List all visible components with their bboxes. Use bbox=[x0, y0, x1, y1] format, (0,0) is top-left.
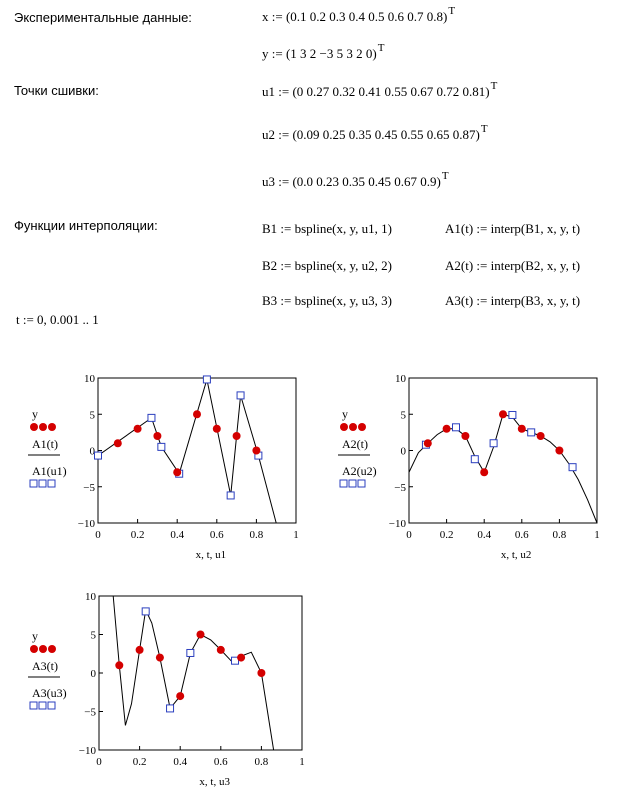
plot2-legend-square bbox=[340, 480, 347, 487]
plot1-ytick-label: 0 bbox=[89, 445, 95, 458]
plot3-data-point bbox=[156, 654, 164, 662]
plot3-xtick-label: 0.2 bbox=[132, 756, 147, 768]
plot3-legend-square bbox=[30, 702, 37, 709]
plot3-legend-curve: A3(t) bbox=[32, 659, 58, 673]
plot3-xtick-label: 0 bbox=[96, 756, 102, 768]
plot3-data-point bbox=[217, 646, 225, 654]
a3-formula[interactable]: A3(t) := interp(B3, x, y, t) bbox=[445, 293, 581, 308]
plot1-legend-square bbox=[48, 480, 55, 487]
plot2-ytick-label: −10 bbox=[388, 518, 406, 530]
plot2-data-point bbox=[555, 447, 563, 455]
plot3-xtick-label: 0.6 bbox=[213, 756, 228, 768]
plot2-data-point bbox=[499, 410, 507, 418]
plot3-ytick-label: 0 bbox=[90, 668, 96, 680]
plot1-knot-point bbox=[158, 443, 165, 450]
plot1-group bbox=[28, 373, 299, 561]
transpose-mark-y: T bbox=[377, 42, 385, 54]
plot2-legend-square bbox=[358, 480, 365, 487]
plot2-xtick-label: 0 bbox=[406, 529, 412, 541]
plot3-data-point bbox=[176, 692, 184, 700]
plot1-xtick-label: 0.6 bbox=[209, 529, 224, 541]
plot2-legend-curve: A2(t) bbox=[342, 437, 368, 451]
plot2-data-point bbox=[518, 425, 526, 433]
plot1-data-point bbox=[173, 468, 181, 476]
plot2-xtick-label: 0.4 bbox=[477, 529, 492, 541]
plot1-data-point bbox=[213, 425, 221, 433]
plot1-ytick-label: 5 bbox=[89, 409, 95, 422]
a2-formula[interactable]: A2(t) := interp(B2, x, y, t) bbox=[445, 258, 581, 273]
plot1-legend-dot bbox=[39, 423, 47, 431]
plot2-legend-dot bbox=[340, 423, 348, 431]
plot3-legend-dot bbox=[39, 645, 47, 653]
plot1-data-point bbox=[193, 410, 201, 418]
plot2-legend-dot bbox=[358, 423, 366, 431]
functions-label: Функции интерполяции: bbox=[14, 218, 158, 233]
plot3-knot-point bbox=[187, 649, 194, 656]
plot1-xtick-label: 0.8 bbox=[249, 529, 264, 541]
plot2-data-point bbox=[443, 425, 451, 433]
plot3-ytick-label: 5 bbox=[90, 629, 96, 642]
u1-vector-text: u1 := (0 0.27 0.32 0.41 0.55 0.67 0.72 0.81) bbox=[262, 84, 490, 99]
plot1-data-point bbox=[233, 432, 241, 440]
plot3-data-point bbox=[115, 661, 123, 669]
plot3-legend-knots: A3(u3) bbox=[32, 686, 67, 700]
plot3-group bbox=[28, 591, 305, 788]
plot3-legend-square bbox=[39, 702, 46, 709]
plot2-group bbox=[338, 373, 600, 561]
plot1-xtick-label: 1 bbox=[293, 529, 299, 541]
plot2-data-point bbox=[461, 432, 469, 440]
y-vector-text: y := (1 3 2 −3 5 3 2 0) bbox=[262, 46, 377, 61]
plot1-knot-point bbox=[203, 376, 210, 383]
plot3-legend-y: y bbox=[32, 629, 38, 643]
plot1-knot-point bbox=[95, 452, 102, 459]
plot3-knot-point bbox=[167, 705, 174, 712]
plot2-legend-dot bbox=[349, 423, 357, 431]
u3-vector-text: u3 := (0.0 0.23 0.35 0.45 0.67 0.9) bbox=[262, 174, 441, 189]
u2-vector-text: u2 := (0.09 0.25 0.35 0.45 0.55 0.65 0.87) bbox=[262, 127, 480, 142]
plot2-legend-square bbox=[349, 480, 356, 487]
b1-formula[interactable]: B1 := bspline(x, y, u1, 1) bbox=[262, 221, 392, 236]
plot1-knot-point bbox=[237, 392, 244, 399]
plot3-legend-square bbox=[48, 702, 55, 709]
plot3-data-point bbox=[237, 654, 245, 662]
plot2-xtick-label: 1 bbox=[594, 529, 600, 541]
b3-formula[interactable]: B3 := bspline(x, y, u3, 3) bbox=[262, 293, 392, 308]
plot3-legend-dot bbox=[48, 645, 56, 653]
plot2-ytick-label: −5 bbox=[394, 481, 406, 494]
plot3-data-point bbox=[197, 631, 205, 639]
plot2-knot-point bbox=[453, 424, 460, 431]
plot2-knot-point bbox=[490, 440, 497, 447]
plot1-frame bbox=[98, 378, 296, 523]
plot3-data-point bbox=[136, 646, 144, 654]
plot1-data-point bbox=[114, 439, 122, 447]
plot3-data-point bbox=[257, 669, 265, 677]
t-range-formula[interactable]: t := 0, 0.001 .. 1 bbox=[16, 312, 99, 327]
plot3-xtick-label: 0.4 bbox=[173, 756, 188, 768]
transpose-mark-u1: T bbox=[490, 80, 498, 92]
plot3-legend-dot bbox=[30, 645, 38, 653]
transpose-mark-u3: T bbox=[441, 170, 449, 182]
plot2-knot-point bbox=[569, 464, 576, 471]
plot1-ytick-label: 10 bbox=[84, 373, 95, 385]
transpose-mark-x: T bbox=[448, 5, 456, 17]
b2-formula[interactable]: B2 := bspline(x, y, u2, 2) bbox=[262, 258, 392, 273]
plot2-knot-point bbox=[509, 411, 516, 418]
plot1-knot-point bbox=[227, 492, 234, 499]
plot2-xtick-label: 0.2 bbox=[439, 529, 454, 541]
plot1-legend-dot bbox=[30, 423, 38, 431]
plot2-data-point bbox=[424, 439, 432, 447]
plot3-xtick-label: 1 bbox=[299, 756, 305, 768]
plot2-legend-y: y bbox=[342, 407, 348, 421]
plot1-xlabel: x, t, u1 bbox=[195, 549, 227, 561]
plot1-xtick-label: 0 bbox=[95, 529, 101, 541]
plot1-series-line bbox=[98, 379, 276, 523]
plot1-legend-square bbox=[30, 480, 37, 487]
plot1-legend-curve: A1(t) bbox=[32, 437, 58, 451]
x-vector-text: x := (0.1 0.2 0.3 0.4 0.5 0.6 0.7 0.8) bbox=[262, 9, 448, 24]
plot3-ytick-label: −10 bbox=[78, 745, 96, 757]
plot1-data-point bbox=[153, 432, 161, 440]
plot1-xtick-label: 0.2 bbox=[130, 529, 145, 541]
plot3-ytick-label: 10 bbox=[85, 591, 96, 603]
plot2-knot-point bbox=[528, 429, 535, 436]
plot2-ytick-label: 10 bbox=[395, 373, 406, 385]
plot3-ytick-label: −5 bbox=[84, 706, 96, 719]
plot1-legend-dot bbox=[48, 423, 56, 431]
plot1-legend-knots: A1(u1) bbox=[32, 464, 67, 478]
plot3-xtick-label: 0.8 bbox=[254, 756, 269, 768]
a1-formula[interactable]: A1(t) := interp(B1, x, y, t) bbox=[445, 221, 581, 236]
plot2-ytick-label: 0 bbox=[400, 445, 406, 458]
plot3-frame bbox=[99, 596, 302, 750]
experimental-data-label: Экспериментальные данные: bbox=[14, 10, 192, 25]
plot2-data-point bbox=[480, 468, 488, 476]
plot1-legend-y: y bbox=[32, 407, 38, 421]
plot3-knot-point bbox=[142, 608, 149, 615]
knots-label: Точки сшивки: bbox=[14, 83, 99, 98]
plot1-ytick-label: −10 bbox=[77, 518, 95, 530]
plot2-xtick-label: 0.8 bbox=[552, 529, 567, 541]
plot2-frame bbox=[409, 378, 597, 523]
plot1-xtick-label: 0.4 bbox=[170, 529, 185, 541]
plot2-xtick-label: 0.6 bbox=[514, 529, 529, 541]
plot3-xlabel: x, t, u3 bbox=[199, 776, 230, 788]
plot1-data-point bbox=[134, 425, 142, 433]
plot2-xlabel: x, t, u2 bbox=[500, 549, 532, 561]
plot3-series-line bbox=[113, 596, 273, 750]
plot1-legend-square bbox=[39, 480, 46, 487]
plot2-data-point bbox=[537, 432, 545, 440]
transpose-mark-u2: T bbox=[480, 123, 488, 135]
plot1-ytick-label: −5 bbox=[83, 481, 95, 494]
plot1-knot-point bbox=[148, 414, 155, 421]
plot2-ytick-label: 5 bbox=[400, 409, 406, 422]
plot1-data-point bbox=[252, 447, 260, 455]
plot2-knot-point bbox=[471, 456, 478, 463]
plot2-legend-knots: A2(u2) bbox=[342, 464, 377, 478]
